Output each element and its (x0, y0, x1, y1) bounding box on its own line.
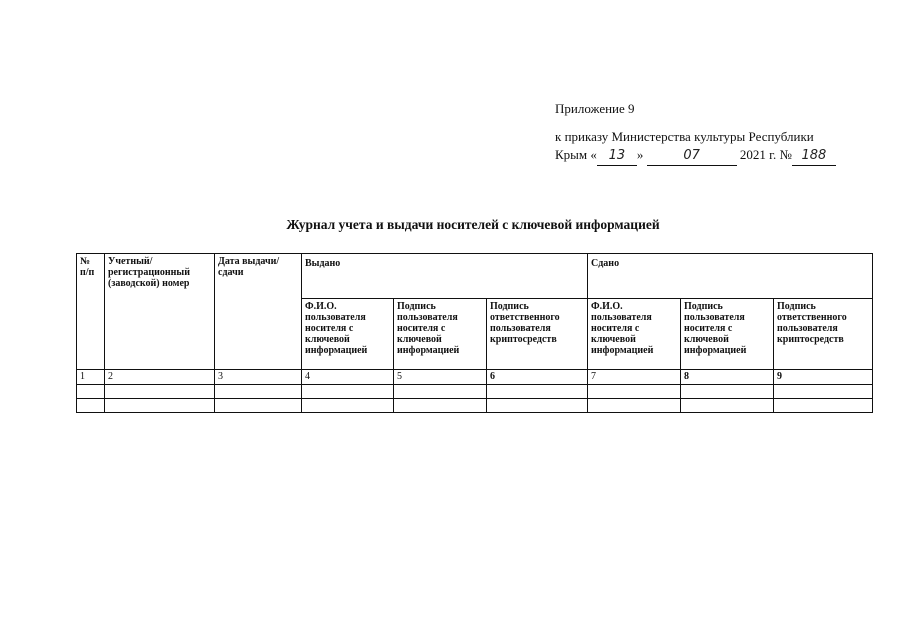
annex-month-value: 07 (683, 148, 700, 163)
empty-cell (588, 399, 681, 413)
number-cell: 6 (487, 370, 588, 385)
annex-year-text: 2021 г. № (739, 147, 792, 162)
annex-order-line: к приказу Министерства культуры Республики (555, 129, 814, 144)
number-cell: 4 (302, 370, 394, 385)
header-issued-resp-sign: Подпись ответственного пользователя криптосредств (487, 299, 588, 370)
annex-number-value: 188 (801, 148, 827, 163)
empty-cell (394, 385, 487, 399)
empty-cell (487, 399, 588, 413)
annex-crimea-prefix: Крым « (555, 147, 597, 162)
annex-day-field (597, 146, 637, 166)
annex-date-line (555, 146, 836, 166)
empty-cell (588, 385, 681, 399)
number-cell: 3 (215, 370, 302, 385)
empty-cell (215, 399, 302, 413)
number-cell: 9 (774, 370, 873, 385)
empty-cell (302, 385, 394, 399)
empty-cell (487, 385, 588, 399)
header-returned-user-sign: Подпись пользователя носителя с ключевой информацией (681, 299, 774, 370)
annex-block (555, 100, 836, 166)
header-date: Дата выдачи/сдачи (215, 254, 302, 370)
annex-day-value: 13 (608, 148, 626, 163)
journal-title: Журнал учета и выдачи носителей с ключевой информацией (286, 217, 660, 232)
header-row-1 (77, 254, 873, 299)
empty-cell (681, 385, 774, 399)
annex-month-field (647, 146, 737, 166)
empty-cell (77, 385, 105, 399)
empty-cell (105, 385, 215, 399)
number-cell: 8 (681, 370, 774, 385)
empty-cell (77, 399, 105, 413)
annex-title: Приложение 9 (555, 101, 635, 116)
number-cell: 7 (588, 370, 681, 385)
empty-cell (215, 385, 302, 399)
number-cell: 2 (105, 370, 215, 385)
header-returned-resp-sign: Подпись ответственного пользователя криптосредств (774, 299, 873, 370)
number-cell: 5 (394, 370, 487, 385)
table-row (77, 385, 873, 399)
empty-cell (774, 385, 873, 399)
header-issued: Выдано (302, 254, 588, 299)
annex-number-field (792, 146, 836, 166)
header-returned: Сдано (588, 254, 873, 299)
header-reg-number: Учетный/ регистрационный (заводской) номер (105, 254, 215, 370)
table-row (77, 399, 873, 413)
header-issued-user-sign: Подпись пользователя носителя с ключевой информацией (394, 299, 487, 370)
header-num: № п/п (77, 254, 105, 370)
numbering-row (77, 370, 873, 385)
header-issued-fio: Ф.И.О. пользователя носителя с ключевой информацией (302, 299, 394, 370)
annex-quote-close: » (636, 147, 644, 162)
journal-table (76, 253, 873, 413)
empty-cell (105, 399, 215, 413)
number-cell: 1 (77, 370, 105, 385)
empty-cell (774, 399, 873, 413)
header-returned-fio: Ф.И.О. пользователя носителя с ключевой информацией (588, 299, 681, 370)
empty-cell (394, 399, 487, 413)
empty-cell (681, 399, 774, 413)
empty-cell (302, 399, 394, 413)
